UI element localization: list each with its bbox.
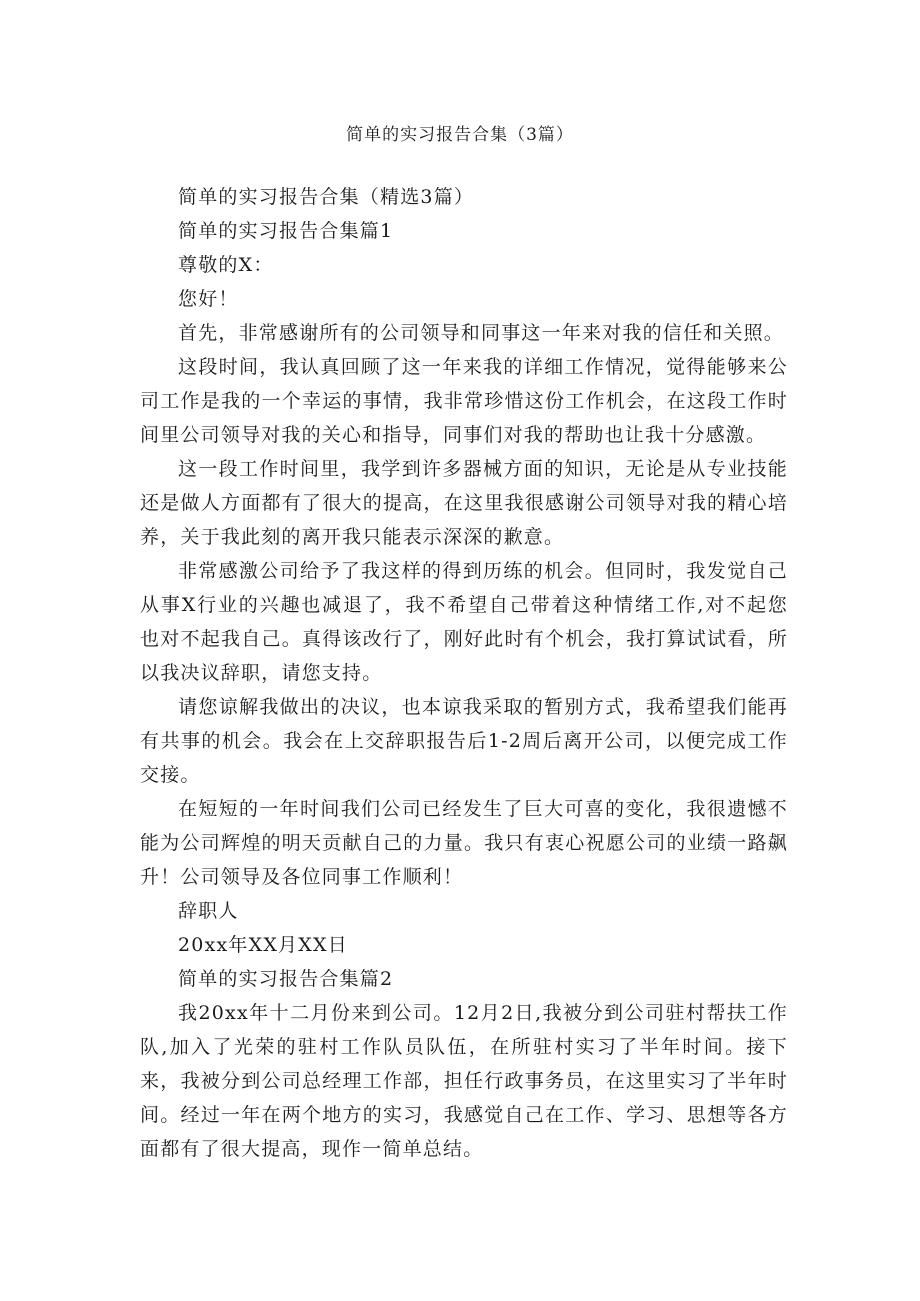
signer: 辞职人 [178,900,239,922]
section1-heading: 简单的实习报告合集篇1 [178,220,394,242]
paragraph: 这一段工作时间里，我学到许多器械方面的知识，无论是从专业技能还是做人方面都有了很大的提高，在这里我很感谢公司领导对我的精心培养，关于我此刻的离开我只能表示深深的歉意。 [140,458,788,548]
greeting: 您好！ [178,288,239,310]
paragraph: 非常感激公司给予了我这样的得到历练的机会。但同时，我发觉自己从事X行业的兴趣也减退了，我不希望自己带着这种情绪工作,对不起您也对不起我自己。真得该改行了，刚好此时有个机会，我打算试试看，所以我决议辞职，请您支持。 [140,560,788,684]
signature-date: 20xx年XX月XX日 [178,934,348,956]
document-title: 简单的实习报告合集（3篇） [346,125,574,145]
document-subtitle: 简单的实习报告合集（精选3篇） [178,186,475,208]
document-body [140,180,788,1166]
paragraph: 我20xx年十二月份来到公司。12月2日,我被分到公司驻村帮扶工作队,加入了光荣的驻村工作队员队伍，在所驻村实习了半年时间。接下来，我被分到公司总经理工作部，担任行政事务员，在这里实习了半年时间。经过一年在两个地方的实习，我感觉自己在工作、学习、思想等各方面都有了很大提高，现作一简单总结。 [140,1002,788,1160]
salutation: 尊敬的X： [178,254,274,276]
paragraph: 这段时间，我认真回顾了这一年来我的详细工作情况，觉得能够来公司工作是我的一个幸运的事情，我非常珍惜这份工作机会，在这段工作时间里公司领导对我的关心和指导，同事们对我的帮助也让我十分感激。 [140,356,788,446]
paragraph: 请您谅解我做出的决议，也本谅我采取的暂别方式，我希望我们能再有共事的机会。我会在上交辞职报告后1-2周后离开公司，以便完成工作交接。 [140,696,788,786]
paragraph: 首先，非常感谢所有的公司领导和同事这一年来对我的信任和关照。 [178,322,785,344]
paragraph: 在短短的一年时间我们公司已经发生了巨大可喜的变化，我很遗憾不能为公司辉煌的明天贡献自己的力量。我只有衷心祝愿公司的业绩一路飙升！公司领导及各位同事工作顺利！ [140,798,788,888]
section2-heading: 简单的实习报告合集篇2 [178,968,394,990]
